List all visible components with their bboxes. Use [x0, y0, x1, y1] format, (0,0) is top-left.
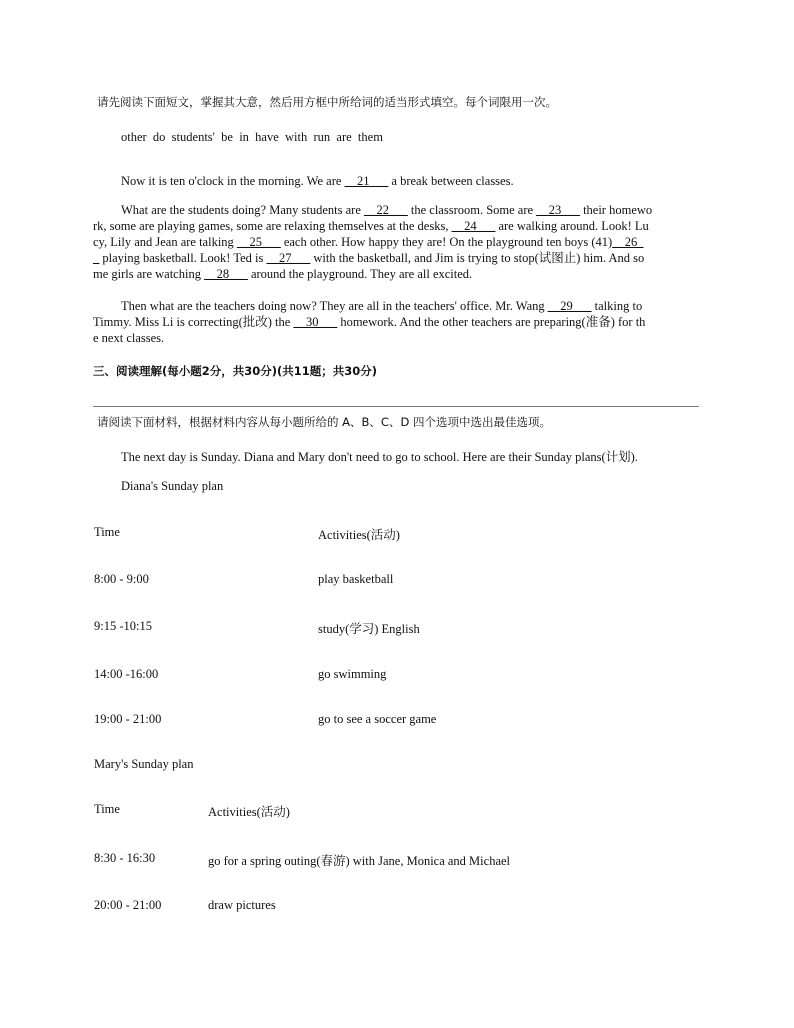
blank-27[interactable]: __27___: [266, 251, 311, 265]
cloze-instruction: 请先阅读下面短文，掌握其大意，然后用方框中所给词的适当形式填空。每个词限用一次。: [97, 95, 557, 109]
diana-row-time: 14:00 -16:00: [94, 667, 159, 681]
blank-21[interactable]: __21___: [344, 174, 389, 188]
diana-plan-title: Diana's Sunday plan: [121, 479, 224, 493]
reading-intro: The next day is Sunday. Diana and Mary don't need to go to school. Here are their Sunday plans(计划).: [121, 450, 638, 464]
mary-plan-title: Mary's Sunday plan: [94, 757, 194, 771]
text-run: homework. And the other teachers are preparing(准备) for th: [337, 315, 646, 329]
blank-26[interactable]: __26_: [612, 235, 644, 249]
blank-30[interactable]: __30___: [293, 315, 338, 329]
mary-header-time: Time: [94, 802, 120, 816]
text-run: their homewo: [579, 203, 653, 217]
blank-26-continued[interactable]: _: [93, 251, 100, 265]
blank-29[interactable]: __29___: [547, 299, 592, 313]
diana-row-time: 8:00 - 9:00: [94, 572, 149, 586]
divider: [93, 406, 699, 407]
text-run: cy, Lily and Jean are talking: [93, 235, 237, 249]
cloze-paragraph-1: [93, 173, 699, 189]
mary-row-time: 8:30 - 16:30: [94, 851, 156, 865]
text-run: talking to: [591, 299, 643, 313]
text-run: rk, some are playing games, some are relaxing themselves at the desks,: [93, 219, 452, 233]
mary-row-activity: draw pictures: [208, 898, 276, 912]
text-run: around the playground. They are all excited.: [247, 267, 473, 281]
text-run: a break between classes.: [388, 174, 514, 188]
text-run: Timmy. Miss Li is correcting(批改) the: [93, 315, 294, 329]
mary-header-activity: Activities(活动): [208, 805, 290, 819]
diana-header-activity: Activities(活动): [318, 528, 400, 542]
text-run: Now it is ten o'clock in the morning. We are: [121, 174, 345, 188]
word-bank: other do students' be in have with run are them: [121, 130, 383, 144]
text-run: playing basketball. Look! Ted is: [99, 251, 267, 265]
cloze-paragraph-3: [93, 298, 699, 346]
diana-row-activity: go swimming: [318, 667, 387, 681]
blank-28[interactable]: __28___: [204, 267, 248, 281]
mary-row-time: 20:00 - 21:00: [94, 898, 162, 912]
blank-23[interactable]: __23___: [536, 203, 580, 217]
blank-25[interactable]: __25___: [236, 235, 281, 249]
blank-24[interactable]: __24___: [451, 219, 496, 233]
mary-row-activity: go for a spring outing(春游) with Jane, Monica and Michael: [208, 854, 511, 868]
diana-row-activity: study(学习) English: [318, 622, 420, 636]
text-run: What are the students doing? Many students are: [121, 203, 364, 217]
blank-22[interactable]: __22___: [364, 203, 408, 217]
diana-header-time: Time: [94, 525, 120, 539]
section-title: 三、阅读理解(每小题2分，共30分)(共11题；共30分): [93, 364, 378, 378]
text-run: are walking around. Look! Lu: [495, 219, 649, 233]
text-run: Then what are the teachers doing now? They are all in the teachers' office. Mr. Wang: [121, 299, 548, 313]
cloze-paragraph-2: [93, 202, 699, 282]
diana-row-activity: go to see a soccer game: [318, 712, 437, 726]
diana-row-time: 19:00 - 21:00: [94, 712, 162, 726]
diana-row-time: 9:15 -10:15: [94, 619, 152, 633]
text-run: each other. How happy they are! On the playground ten boys (41): [280, 235, 613, 249]
text-run: the classroom. Some are: [407, 203, 537, 217]
text-run: me girls are watching: [93, 267, 205, 281]
text-run: e next classes.: [93, 331, 165, 345]
diana-row-activity: play basketball: [318, 572, 394, 586]
text-run: with the basketball, and Jim is trying to stop(试图止) him. And so: [310, 251, 645, 265]
reading-instruction: 请阅读下面材料，根据材料内容从每小题所给的 A、B、C、D 四个选项中选出最佳选项。: [97, 415, 551, 429]
